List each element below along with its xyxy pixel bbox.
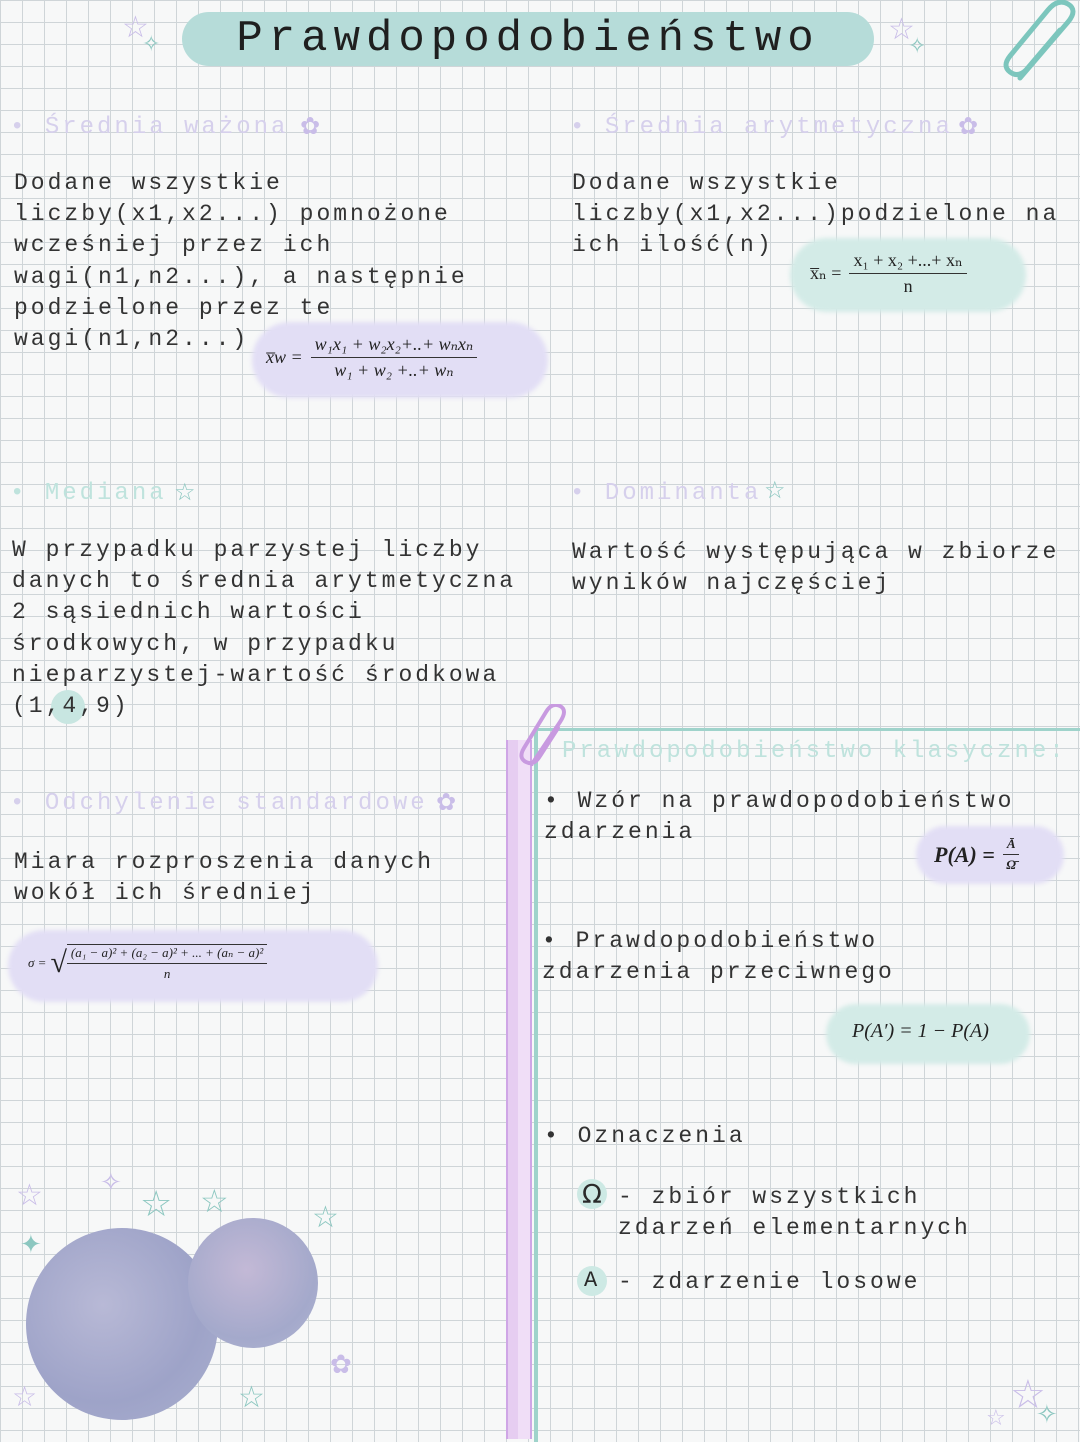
probability-formula: P(A) = $\frac{Ā}{\Omegā}$ (934, 836, 1019, 873)
star-icon: ✧ (1036, 1400, 1058, 1430)
star-icon: ☆ (200, 1182, 229, 1220)
star-icon: ☆ (888, 12, 915, 47)
heading-mediana: • Mediana (10, 480, 167, 507)
star-icon: ✧ (100, 1168, 122, 1198)
star-icon: ☆ (238, 1380, 265, 1415)
star-icon: ✿ (330, 1350, 352, 1380)
star-icon: ☆ (986, 1406, 1006, 1431)
weighted-mean-formula: x̅w = $\frac{\text{w₁x₁ + w₂x₂+..+ wₙxₙ}}{\text{w₁ + w₂ +..+ wₙ}}$ (266, 334, 477, 381)
omega-symbol: Ω (582, 1180, 602, 1210)
title-banner (182, 12, 874, 66)
klasyczne-item-oznaczenia: • Oznaczenia (544, 1123, 746, 1149)
star-icon: ☆ (174, 478, 196, 506)
dominanta-text: Wartość występująca w zbiorze wyników najczęściej (572, 539, 1060, 597)
star-icon: ✧ (142, 32, 161, 57)
arithmetic-mean-formula: x̅ₙ = $\frac{\text{x₁ + x₂ +...+ xₙ}}{n}$ (810, 250, 967, 297)
heading-srednia-wazona: • Średnia ważona (10, 114, 289, 141)
star-icon: ✿ (436, 788, 457, 816)
star-icon: ☆ (140, 1184, 173, 1225)
a-symbol: A (584, 1268, 598, 1293)
omega-description (618, 1182, 1058, 1244)
srednia-arytmetyczna-text: Dodane wszystkie liczby(x1,x2...)podzielone na ich ilość(n) (572, 170, 1060, 259)
star-icon: ☆ (312, 1200, 339, 1235)
paperclip-icon (1000, 0, 1080, 90)
star-icon: ✦ (20, 1230, 42, 1260)
odchylenie-text: Miara rozproszenia danych wokół ich średniej (14, 849, 435, 907)
moon-decoration-small (188, 1218, 318, 1348)
star-icon: ☆ (122, 10, 149, 45)
heading-srednia-arytmetyczna: • Średnia arytmetyczna (570, 114, 953, 141)
a-description: - zdarzenie losowe (618, 1269, 921, 1295)
ribbon-right (518, 740, 532, 1439)
heading-klasyczne: Prawdopodobieństwo klasyczne: (562, 738, 1067, 765)
moon-decoration-large (26, 1228, 218, 1420)
complement-formula: P(A′) = 1 − P(A) (852, 1020, 989, 1042)
klasyczne-item-przeciwne: • Prawdopodobieństwo zdarzenia przeciwnego (542, 928, 895, 986)
heading-odchylenie: • Odchylenie standardowe (10, 790, 428, 817)
heading-dominanta: • Dominanta (570, 480, 762, 507)
omega-description-text: - zbiór wszystkich zdarzeń elementarnych (618, 1184, 971, 1242)
std-dev-formula: σ = √ $\frac{\text{(a₁ − a)² + (a₂ − a)² + ... + (aₙ − a)²}}{n}$ (28, 944, 267, 982)
star-icon: ☆ (12, 1380, 38, 1413)
srednia-wazona-text: Dodane wszystkie liczby(x1,x2...) pomnożone wcześniej przez ich wagi(n1,n2...), a następnie podzielone przez te wagi(n1,n2...) (14, 170, 468, 353)
star-icon: ✿ (300, 112, 321, 140)
mediana-text: W przypadku parzystej liczby danych to średnia arytmetyczna 2 sąsiednich wartości środkowych, w przypadku nieparzystej-wartość środkowa (1,4,9) (12, 537, 517, 720)
star-icon: ☆ (16, 1178, 43, 1213)
star-icon: ☆ (764, 476, 786, 504)
page-title: Prawdopodobieństwo (236, 14, 820, 64)
star-icon: ✧ (908, 34, 927, 59)
star-icon: ☆ (1010, 1372, 1046, 1418)
klasyczne-item-wzor: • Wzór na prawdopodobieństwo zdarzenia (544, 788, 1015, 846)
star-icon: ✿ (958, 112, 979, 140)
